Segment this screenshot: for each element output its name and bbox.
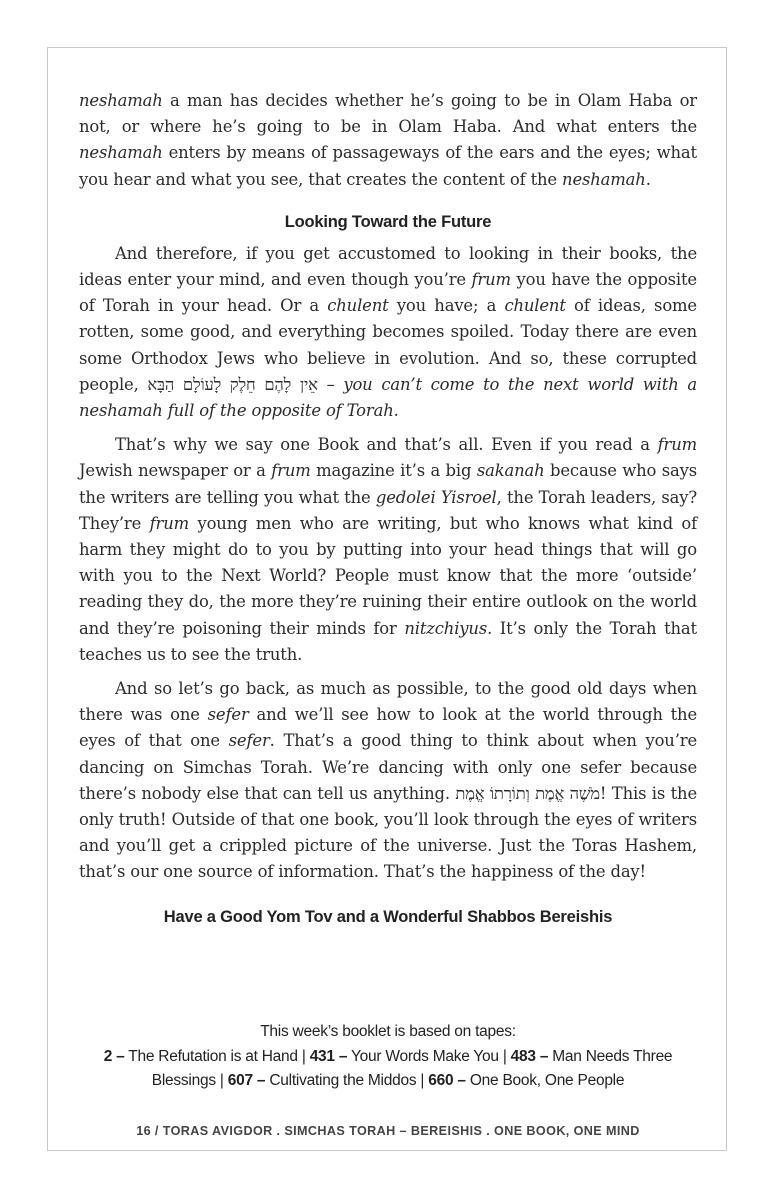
italic-term: frum (471, 270, 511, 290)
text-run: . (645, 169, 651, 189)
paragraph-3 (79, 432, 697, 668)
tape-separator: | (498, 1047, 511, 1065)
text-run: a man has decides whether he’s going to be in Olam Haba or not, or where he’s going to be in Olam Haba. And what enters the (79, 91, 697, 137)
tape-title: Cultivating the Middos (265, 1072, 417, 1089)
paragraph-2 (79, 241, 697, 424)
tape-separator: | (297, 1047, 310, 1065)
tape-number: 660 – (428, 1072, 466, 1089)
text-run: you have the opposite of Torah in your head. Or a (79, 270, 697, 316)
italic-term: sakanah (476, 461, 545, 481)
italic-term: neshamah (79, 91, 163, 110)
hebrew-phrase: אֵין לָהֶם חֵלֶק לָעוֹלָם הַבָּא (147, 374, 318, 394)
text-run: you have; a (388, 296, 505, 316)
italic-term: neshamah (79, 143, 163, 163)
italic-term: chulent (504, 296, 566, 316)
text-run: And so let’s go back, as much as possible, to the good old days when there was one (79, 679, 697, 725)
text-run: and we’ll see how to look at the world through the eyes of that one (79, 705, 698, 751)
tape-title: Man Needs Three Blessings (151, 1047, 673, 1089)
tape-title: One Book, One People (465, 1072, 625, 1089)
closing-heading: Have a Good Yom Tov and a Wonderful Shabbos Bereishis (163, 907, 613, 926)
tape-separator: | (215, 1072, 228, 1089)
text-run: because who says the writers are telling you what the (79, 461, 698, 507)
italic-term: frum (657, 435, 697, 455)
tapes-intro: This week’s booklet is based on tapes: (260, 1023, 516, 1040)
text-run: ! This is the only truth! Outside of that one book, you’ll look through the eyes of writers and you’ll get a crippled picture of the universe. Just the Toras Hashem, that’s our one source of information. That’s the happiness of the day! (79, 783, 698, 882)
italic-term: sefer (228, 731, 270, 751)
tape-title: Your Words Make You (347, 1047, 499, 1065)
text-run: enters by means of passageways of the ears and the eyes; what you hear and what you see, that creates the content of the (79, 143, 697, 189)
text-run: That’s why we say one Book and that’s all. Even if you read a (115, 435, 658, 455)
italic-term: – you can’t come to the next world with a neshamah full of the opposite of Torah. (79, 374, 697, 421)
tape-separator: | (416, 1072, 429, 1089)
text-run: Jewish newspaper or a (79, 461, 272, 481)
text-run: young men who are writing, but who knows what kind of harm they might do to you by putting into your head things that will go with you to the Next World? People must know that the more ‘outside’ reading they do, the more they’re ruining their entire outlook on the world and they’re poisoning their minds for (79, 513, 697, 638)
tape-number: 483 – (510, 1047, 549, 1065)
tapes-note (79, 1020, 697, 1094)
section-heading: Looking Toward the Future (284, 212, 492, 231)
italic-term: gedolei Yisroel (375, 487, 497, 507)
tape-title: The Refutation is at Hand (124, 1047, 298, 1065)
italic-term: chulent (327, 296, 389, 316)
italic-term: frum (271, 461, 311, 481)
page-footer: 16 / TORAS AVIGDOR . SIMCHAS TORAH – BEREISHIS . ONE BOOK, ONE MIND (136, 1124, 640, 1138)
tapes-list (79, 1045, 697, 1094)
italic-term: sefer (207, 705, 249, 725)
text-run: . That’s a good thing to think about when you’re dancing on Simchas Torah. We’re dancing with only one sefer because there’s nobody else that can tell us anything. (79, 731, 697, 803)
tape-number: 2 – (103, 1047, 125, 1065)
body-text (79, 88, 697, 936)
italic-term: neshamah (562, 169, 646, 189)
text-run: And therefore, if you get accustomed to looking in their books, the ideas enter your mind, and even though you’re (79, 243, 697, 290)
tape-number: 607 – (227, 1072, 266, 1089)
italic-term: nitzchiyus (404, 618, 488, 638)
paragraph-4 (79, 676, 697, 886)
tape-number: 431 – (309, 1047, 348, 1065)
text-run: , the Torah leaders, say? They’re (79, 487, 697, 533)
hebrew-phrase: מֹשֶׁה אֱמֶת וְתוֹרָתוֹ אֱמֶת (455, 783, 600, 803)
text-run: . It’s only the Torah that teaches us to see the truth. (79, 618, 697, 664)
text-run: of ideas, some rotten, some good, and everything becomes spoiled. Today there are even some Orthodox Jews who believe in evolution. And so, these corrupted people, (79, 296, 697, 394)
paragraph-1 (79, 88, 697, 193)
text-run: magazine it’s a big (310, 461, 477, 481)
italic-term: frum (149, 513, 190, 533)
